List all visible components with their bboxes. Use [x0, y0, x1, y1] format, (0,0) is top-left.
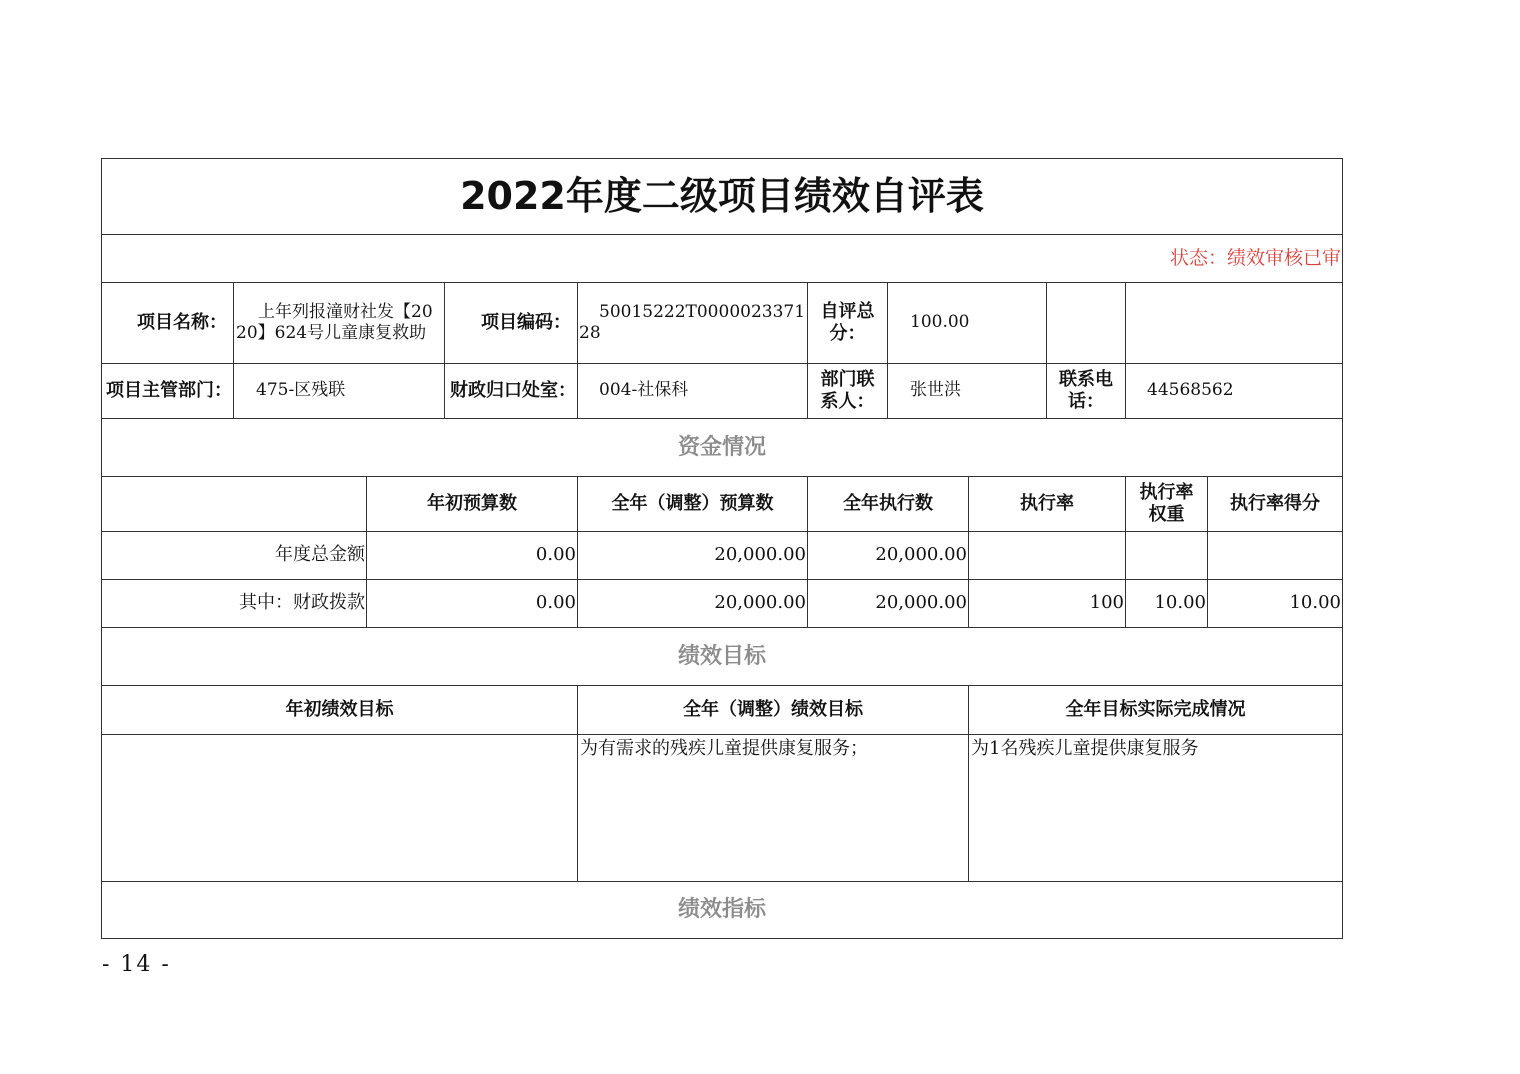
funds-section-title: 资金情况 — [677, 434, 766, 460]
funds-header-initial: 年初预算数 — [427, 492, 517, 514]
funds-header-executed: 全年执行数 — [843, 492, 933, 514]
funds-row-label: 其中：财政拨款 — [239, 592, 365, 614]
phone-label: 联系电话： — [1059, 368, 1113, 412]
project-name-value: 上年列报潼财社发【2020】624号儿童康复救助 — [236, 301, 433, 343]
self-score-value: 100.00 — [910, 312, 970, 333]
goals-actual-text: 为1名残疾儿童提供康复服务 — [971, 738, 1199, 759]
status-badge: 状态：绩效审核已审 — [1169, 246, 1341, 269]
phone-value: 44568562 — [1147, 380, 1234, 401]
funds-cell-executed: 20,000.00 — [875, 592, 967, 614]
goals-section-title: 绩效目标 — [677, 643, 766, 669]
funds-cell-rate: 100 — [1089, 592, 1124, 614]
funds-row-label: 年度总金额 — [275, 544, 365, 566]
self-score-label: 自评总分： — [820, 300, 875, 344]
indicators-section-title: 绩效指标 — [677, 897, 766, 923]
project-name-label: 项目名称： — [137, 311, 227, 333]
goals-header-initial: 年初绩效目标 — [285, 698, 394, 720]
goals-header-actual: 全年目标实际完成情况 — [1065, 698, 1246, 720]
funds-cell-score — [1208, 532, 1342, 579]
funds-header-adjusted: 全年（调整）预算数 — [611, 492, 774, 514]
page-number: - 14 - — [102, 952, 171, 978]
finance-office-label: 财政归口处室： — [450, 379, 576, 401]
funds-header-score: 执行率得分 — [1230, 492, 1320, 514]
funds-cell-score: 10.00 — [1289, 592, 1341, 614]
funds-cell-executed: 20,000.00 — [875, 544, 967, 566]
funds-cell-adjusted: 20,000.00 — [714, 544, 806, 566]
funds-cell-weight — [1126, 532, 1207, 579]
goals-adjusted-text: 为有需求的残疾儿童提供康复服务； — [580, 738, 868, 759]
funds-cell-rate — [969, 532, 1125, 579]
funds-header-weight: 执行率权重 — [1139, 481, 1194, 525]
goals-header-adjusted: 全年（调整）绩效目标 — [683, 698, 863, 720]
finance-office-value: 004-社保科 — [599, 380, 689, 401]
funds-cell-weight: 10.00 — [1154, 592, 1206, 614]
dept-value: 475-区残联 — [256, 380, 346, 401]
project-code-value: 50015222T000002337128 — [579, 301, 806, 343]
goals-initial-text — [102, 735, 577, 881]
page-title: 2022年度二级项目绩效自评表 — [460, 173, 984, 218]
dept-label: 项目主管部门： — [106, 379, 232, 401]
project-code-label: 项目编码： — [481, 311, 571, 333]
contact-label: 部门联系人： — [820, 368, 875, 412]
contact-value: 张世洪 — [910, 380, 961, 401]
funds-cell-initial: 0.00 — [535, 592, 576, 614]
funds-cell-initial: 0.00 — [535, 544, 576, 566]
funds-header-rate: 执行率 — [1020, 492, 1074, 514]
funds-cell-adjusted: 20,000.00 — [714, 592, 806, 614]
